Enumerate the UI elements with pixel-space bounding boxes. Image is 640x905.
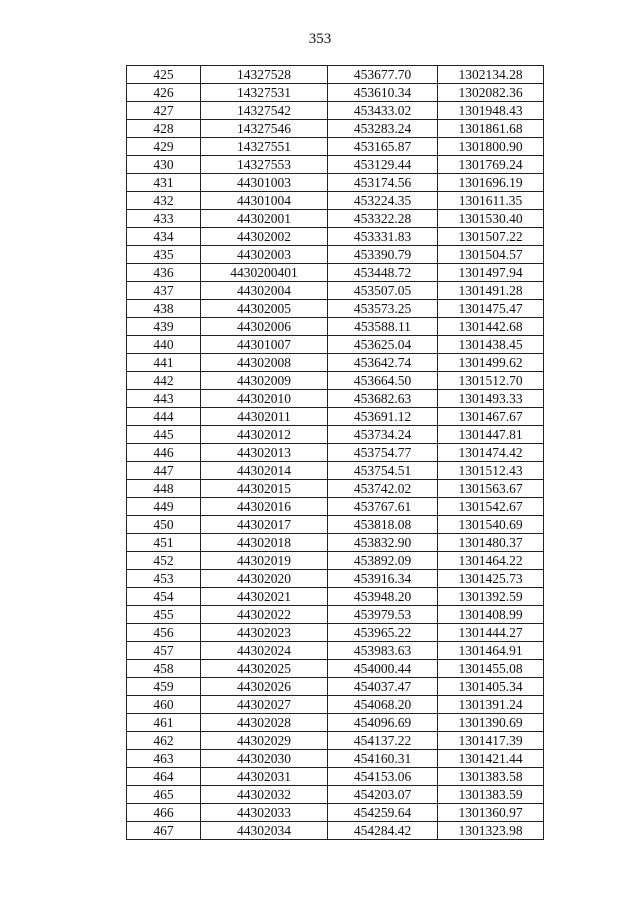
x-coordinate-cell: 453322.28 <box>328 210 438 228</box>
y-coordinate-cell: 1301464.91 <box>438 642 544 660</box>
table-row <box>127 354 544 372</box>
x-coordinate-cell: 453754.51 <box>328 462 438 480</box>
x-coordinate-cell: 453948.20 <box>328 588 438 606</box>
table-row <box>127 786 544 804</box>
x-coordinate-cell: 453174.56 <box>328 174 438 192</box>
point-code-cell: 44302023 <box>201 624 328 642</box>
point-code-cell: 44302005 <box>201 300 328 318</box>
table-row <box>127 390 544 408</box>
coordinates-table-body <box>127 66 544 840</box>
point-code-cell: 44302009 <box>201 372 328 390</box>
y-coordinate-cell: 1301800.90 <box>438 138 544 156</box>
y-coordinate-cell: 1301438.45 <box>438 336 544 354</box>
point-number-cell: 465 <box>127 786 201 804</box>
point-number-cell: 437 <box>127 282 201 300</box>
point-code-cell: 44302022 <box>201 606 328 624</box>
point-code-cell: 4430200401 <box>201 264 328 282</box>
point-code-cell: 14327553 <box>201 156 328 174</box>
point-number-cell: 442 <box>127 372 201 390</box>
y-coordinate-cell: 1301512.43 <box>438 462 544 480</box>
point-number-cell: 450 <box>127 516 201 534</box>
point-code-cell: 44302020 <box>201 570 328 588</box>
point-number-cell: 462 <box>127 732 201 750</box>
point-number-cell: 454 <box>127 588 201 606</box>
table-row <box>127 552 544 570</box>
point-code-cell: 44302013 <box>201 444 328 462</box>
table-row <box>127 66 544 84</box>
point-code-cell: 44302025 <box>201 660 328 678</box>
y-coordinate-cell: 1301417.39 <box>438 732 544 750</box>
x-coordinate-cell: 453754.77 <box>328 444 438 462</box>
y-coordinate-cell: 1301467.67 <box>438 408 544 426</box>
point-number-cell: 463 <box>127 750 201 768</box>
x-coordinate-cell: 453283.24 <box>328 120 438 138</box>
x-coordinate-cell: 453916.34 <box>328 570 438 588</box>
point-number-cell: 430 <box>127 156 201 174</box>
point-code-cell: 44302001 <box>201 210 328 228</box>
point-code-cell: 44302003 <box>201 246 328 264</box>
point-code-cell: 44302010 <box>201 390 328 408</box>
x-coordinate-cell: 453573.25 <box>328 300 438 318</box>
y-coordinate-cell: 1301491.28 <box>438 282 544 300</box>
y-coordinate-cell: 1302134.28 <box>438 66 544 84</box>
y-coordinate-cell: 1301425.73 <box>438 570 544 588</box>
table-row <box>127 696 544 714</box>
point-code-cell: 44302012 <box>201 426 328 444</box>
table-row <box>127 372 544 390</box>
point-number-cell: 439 <box>127 318 201 336</box>
y-coordinate-cell: 1301323.98 <box>438 822 544 840</box>
point-number-cell: 464 <box>127 768 201 786</box>
point-number-cell: 457 <box>127 642 201 660</box>
point-code-cell: 44302006 <box>201 318 328 336</box>
y-coordinate-cell: 1301504.57 <box>438 246 544 264</box>
x-coordinate-cell: 453507.05 <box>328 282 438 300</box>
table-row <box>127 768 544 786</box>
table-row <box>127 174 544 192</box>
table-row <box>127 192 544 210</box>
y-coordinate-cell: 1301464.22 <box>438 552 544 570</box>
point-code-cell: 44302018 <box>201 534 328 552</box>
x-coordinate-cell: 453129.44 <box>328 156 438 174</box>
table-row <box>127 588 544 606</box>
point-number-cell: 459 <box>127 678 201 696</box>
point-number-cell: 428 <box>127 120 201 138</box>
point-code-cell: 44301003 <box>201 174 328 192</box>
y-coordinate-cell: 1301542.67 <box>438 498 544 516</box>
point-code-cell: 44302030 <box>201 750 328 768</box>
point-code-cell: 44302024 <box>201 642 328 660</box>
table-row <box>127 660 544 678</box>
y-coordinate-cell: 1301499.62 <box>438 354 544 372</box>
x-coordinate-cell: 454137.22 <box>328 732 438 750</box>
point-number-cell: 445 <box>127 426 201 444</box>
table-row <box>127 750 544 768</box>
point-code-cell: 44302033 <box>201 804 328 822</box>
y-coordinate-cell: 1301392.59 <box>438 588 544 606</box>
x-coordinate-cell: 454153.06 <box>328 768 438 786</box>
x-coordinate-cell: 454000.44 <box>328 660 438 678</box>
y-coordinate-cell: 1301948.43 <box>438 102 544 120</box>
point-number-cell: 446 <box>127 444 201 462</box>
x-coordinate-cell: 453331.83 <box>328 228 438 246</box>
x-coordinate-cell: 453165.87 <box>328 138 438 156</box>
point-number-cell: 455 <box>127 606 201 624</box>
x-coordinate-cell: 453734.24 <box>328 426 438 444</box>
y-coordinate-cell: 1301861.68 <box>438 120 544 138</box>
point-code-cell: 44302002 <box>201 228 328 246</box>
y-coordinate-cell: 1301390.69 <box>438 714 544 732</box>
point-number-cell: 426 <box>127 84 201 102</box>
x-coordinate-cell: 453677.70 <box>328 66 438 84</box>
point-code-cell: 44301004 <box>201 192 328 210</box>
point-number-cell: 456 <box>127 624 201 642</box>
point-number-cell: 441 <box>127 354 201 372</box>
point-number-cell: 444 <box>127 408 201 426</box>
x-coordinate-cell: 454203.07 <box>328 786 438 804</box>
point-code-cell: 44302021 <box>201 588 328 606</box>
point-number-cell: 435 <box>127 246 201 264</box>
table-row <box>127 246 544 264</box>
point-number-cell: 453 <box>127 570 201 588</box>
table-row <box>127 534 544 552</box>
y-coordinate-cell: 1301383.58 <box>438 768 544 786</box>
table-row <box>127 606 544 624</box>
x-coordinate-cell: 453588.11 <box>328 318 438 336</box>
point-code-cell: 14327546 <box>201 120 328 138</box>
point-number-cell: 467 <box>127 822 201 840</box>
point-number-cell: 438 <box>127 300 201 318</box>
point-code-cell: 44302034 <box>201 822 328 840</box>
y-coordinate-cell: 1301391.24 <box>438 696 544 714</box>
point-code-cell: 44302029 <box>201 732 328 750</box>
x-coordinate-cell: 454068.20 <box>328 696 438 714</box>
table-row <box>127 444 544 462</box>
point-code-cell: 44302014 <box>201 462 328 480</box>
point-number-cell: 447 <box>127 462 201 480</box>
point-code-cell: 44302004 <box>201 282 328 300</box>
point-number-cell: 458 <box>127 660 201 678</box>
x-coordinate-cell: 454259.64 <box>328 804 438 822</box>
y-coordinate-cell: 1301540.69 <box>438 516 544 534</box>
table-row <box>127 678 544 696</box>
x-coordinate-cell: 453682.63 <box>328 390 438 408</box>
x-coordinate-cell: 453642.74 <box>328 354 438 372</box>
table-row <box>127 318 544 336</box>
table-row <box>127 336 544 354</box>
x-coordinate-cell: 453832.90 <box>328 534 438 552</box>
point-code-cell: 14327542 <box>201 102 328 120</box>
x-coordinate-cell: 454160.31 <box>328 750 438 768</box>
y-coordinate-cell: 1301405.34 <box>438 678 544 696</box>
point-code-cell: 44302027 <box>201 696 328 714</box>
table-row <box>127 84 544 102</box>
point-code-cell: 44302008 <box>201 354 328 372</box>
point-code-cell: 44302017 <box>201 516 328 534</box>
table-row <box>127 732 544 750</box>
y-coordinate-cell: 1301497.94 <box>438 264 544 282</box>
x-coordinate-cell: 453664.50 <box>328 372 438 390</box>
table-row <box>127 642 544 660</box>
table-row <box>127 498 544 516</box>
point-number-cell: 425 <box>127 66 201 84</box>
point-code-cell: 44302016 <box>201 498 328 516</box>
y-coordinate-cell: 1301507.22 <box>438 228 544 246</box>
point-code-cell: 14327528 <box>201 66 328 84</box>
y-coordinate-cell: 1301360.97 <box>438 804 544 822</box>
x-coordinate-cell: 453691.12 <box>328 408 438 426</box>
point-number-cell: 443 <box>127 390 201 408</box>
y-coordinate-cell: 1301475.47 <box>438 300 544 318</box>
point-number-cell: 433 <box>127 210 201 228</box>
y-coordinate-cell: 1301408.99 <box>438 606 544 624</box>
point-code-cell: 44302026 <box>201 678 328 696</box>
x-coordinate-cell: 454284.42 <box>328 822 438 840</box>
x-coordinate-cell: 453625.04 <box>328 336 438 354</box>
point-code-cell: 44302031 <box>201 768 328 786</box>
table-row <box>127 714 544 732</box>
table-row <box>127 102 544 120</box>
table-row <box>127 480 544 498</box>
y-coordinate-cell: 1301455.08 <box>438 660 544 678</box>
table-row <box>127 570 544 588</box>
x-coordinate-cell: 453983.63 <box>328 642 438 660</box>
table-row <box>127 156 544 174</box>
x-coordinate-cell: 453742.02 <box>328 480 438 498</box>
table-row <box>127 624 544 642</box>
point-number-cell: 429 <box>127 138 201 156</box>
table-row <box>127 120 544 138</box>
point-number-cell: 440 <box>127 336 201 354</box>
point-number-cell: 448 <box>127 480 201 498</box>
y-coordinate-cell: 1301421.44 <box>438 750 544 768</box>
x-coordinate-cell: 454037.47 <box>328 678 438 696</box>
y-coordinate-cell: 1301447.81 <box>438 426 544 444</box>
point-code-cell: 44302019 <box>201 552 328 570</box>
x-coordinate-cell: 453390.79 <box>328 246 438 264</box>
point-number-cell: 427 <box>127 102 201 120</box>
y-coordinate-cell: 1301611.35 <box>438 192 544 210</box>
table-row <box>127 228 544 246</box>
y-coordinate-cell: 1301442.68 <box>438 318 544 336</box>
point-code-cell: 44302032 <box>201 786 328 804</box>
point-code-cell: 44301007 <box>201 336 328 354</box>
table-row <box>127 264 544 282</box>
point-number-cell: 434 <box>127 228 201 246</box>
table-row <box>127 138 544 156</box>
table-row <box>127 210 544 228</box>
x-coordinate-cell: 453433.02 <box>328 102 438 120</box>
point-code-cell: 14327551 <box>201 138 328 156</box>
table-row <box>127 822 544 840</box>
point-number-cell: 461 <box>127 714 201 732</box>
y-coordinate-cell: 1301383.59 <box>438 786 544 804</box>
y-coordinate-cell: 1301474.42 <box>438 444 544 462</box>
y-coordinate-cell: 1301696.19 <box>438 174 544 192</box>
table-row <box>127 462 544 480</box>
x-coordinate-cell: 453892.09 <box>328 552 438 570</box>
point-number-cell: 436 <box>127 264 201 282</box>
table-row <box>127 804 544 822</box>
point-number-cell: 432 <box>127 192 201 210</box>
x-coordinate-cell: 453448.72 <box>328 264 438 282</box>
point-number-cell: 460 <box>127 696 201 714</box>
point-code-cell: 44302011 <box>201 408 328 426</box>
x-coordinate-cell: 453224.35 <box>328 192 438 210</box>
page-number: 353 <box>308 31 332 47</box>
y-coordinate-cell: 1302082.36 <box>438 84 544 102</box>
x-coordinate-cell: 453610.34 <box>328 84 438 102</box>
point-number-cell: 452 <box>127 552 201 570</box>
y-coordinate-cell: 1301480.37 <box>438 534 544 552</box>
y-coordinate-cell: 1301563.67 <box>438 480 544 498</box>
y-coordinate-cell: 1301769.24 <box>438 156 544 174</box>
y-coordinate-cell: 1301512.70 <box>438 372 544 390</box>
point-number-cell: 449 <box>127 498 201 516</box>
x-coordinate-cell: 453818.08 <box>328 516 438 534</box>
table-row <box>127 300 544 318</box>
point-number-cell: 431 <box>127 174 201 192</box>
point-number-cell: 466 <box>127 804 201 822</box>
point-code-cell: 14327531 <box>201 84 328 102</box>
table-row <box>127 282 544 300</box>
coordinates-table <box>126 65 544 840</box>
y-coordinate-cell: 1301493.33 <box>438 390 544 408</box>
table-row <box>127 408 544 426</box>
y-coordinate-cell: 1301530.40 <box>438 210 544 228</box>
point-code-cell: 44302028 <box>201 714 328 732</box>
table-row <box>127 516 544 534</box>
point-number-cell: 451 <box>127 534 201 552</box>
x-coordinate-cell: 453979.53 <box>328 606 438 624</box>
x-coordinate-cell: 453965.22 <box>328 624 438 642</box>
point-code-cell: 44302015 <box>201 480 328 498</box>
x-coordinate-cell: 453767.61 <box>328 498 438 516</box>
x-coordinate-cell: 454096.69 <box>328 714 438 732</box>
y-coordinate-cell: 1301444.27 <box>438 624 544 642</box>
table-row <box>127 426 544 444</box>
